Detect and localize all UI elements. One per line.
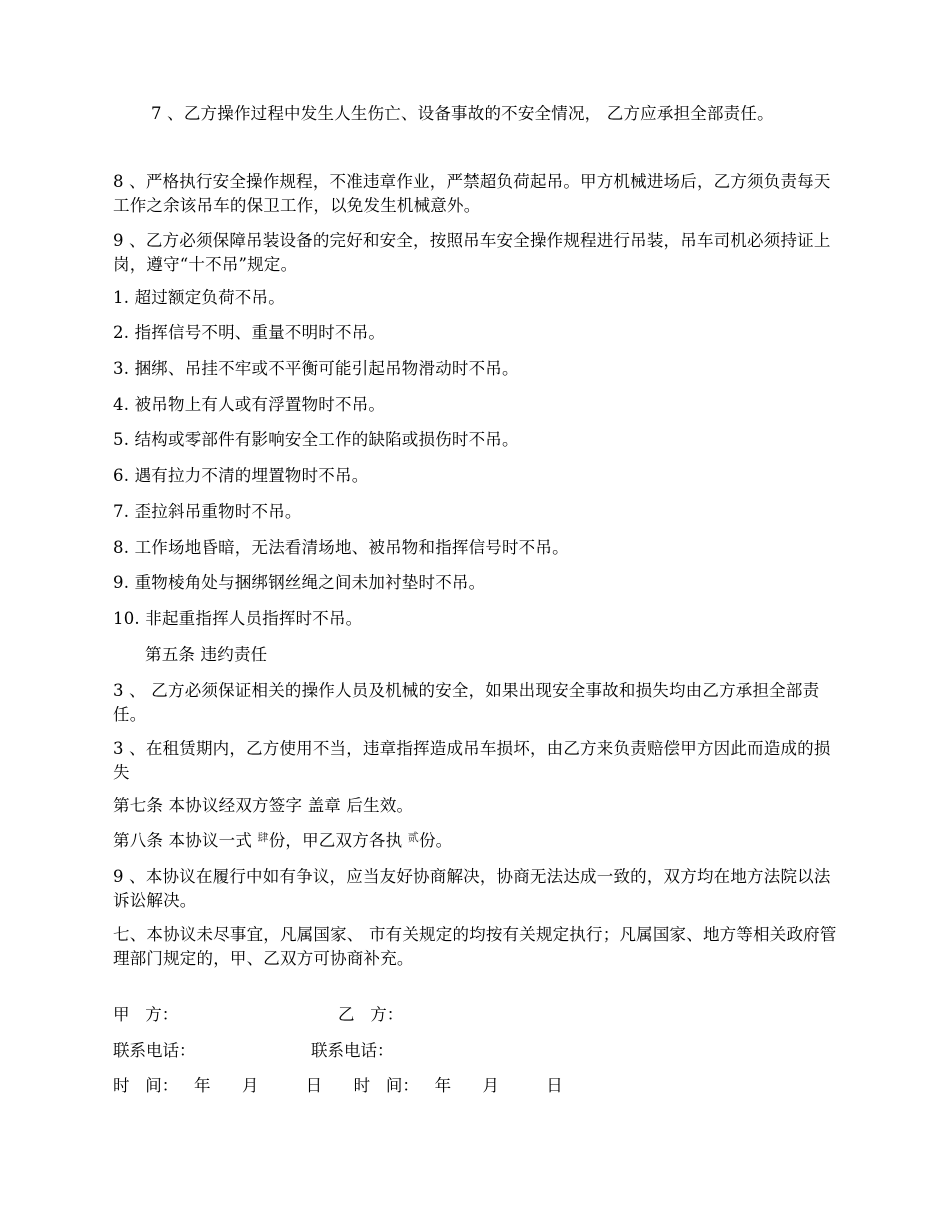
party-a-phone-label: 联系电话： xyxy=(113,1041,196,1060)
article-8-text-before: 第八条 本协议一式 xyxy=(113,831,258,850)
rule-8: 8. 工作场地昏暗，无法看清场地、被吊物和指挥信号时不吊。 xyxy=(113,538,569,557)
article-5-item-3a: 3 、 乙方必须保证相关的操作人员及机械的安全，如果出现安全事故和损失均由乙方承担全部责任。 xyxy=(113,681,820,724)
clause-7-paragraph: 7 、乙方操作过程中发生人生伤亡、设备事故的不安全情况， 乙方应承担全部责任。 xyxy=(151,104,774,123)
dispute-clause: 9 、本协议在履行中如有争议，应当友好协商解决，协商无法达成一致的，双方均在地方法院以法诉讼解决。 xyxy=(113,867,831,910)
party-b-label: 乙 方： xyxy=(338,1005,404,1024)
date-line: 时 间： 年 月 日 时 间： 年 月 日 xyxy=(113,1076,563,1095)
party-a-label: 甲 方： xyxy=(113,1005,179,1024)
article-8-text-after: 份。 xyxy=(418,831,453,850)
clause-9-paragraph: 9 、乙方必须保障吊装设备的完好和安全，按照吊车安全操作规程进行吊装，吊车司机必须持证上岗，遵守“十不吊”规定。 xyxy=(113,231,831,274)
rule-3: 3. 捆绑、吊挂不牢或不平衡可能引起吊物滑动时不吊。 xyxy=(113,359,519,378)
rule-6: 6. 遇有拉力不清的埋置物时不吊。 xyxy=(113,466,369,485)
rule-4: 4. 被吊物上有人或有浮置物时不吊。 xyxy=(113,395,386,414)
article-8 xyxy=(113,829,837,855)
rule-10: 10. 非起重指挥人员指挥时不吊。 xyxy=(113,609,363,628)
article-8-each-mark: 贰 xyxy=(407,831,419,844)
article-5-heading: 第五条 违约责任 xyxy=(145,645,268,664)
rule-9: 9. 重物棱角处与捆绑钢丝绳之间未加衬垫时不吊。 xyxy=(113,573,486,592)
rule-5: 5. 结构或零部件有影响安全工作的缺陷或损伤时不吊。 xyxy=(113,430,519,449)
article-8-copies-mark: 肆 xyxy=(257,831,269,844)
clause-8-paragraph: 8 、严格执行安全操作规程，不准违章作业，严禁超负荷起吊。甲方机械进场后，乙方须负责每天工作之余该吊车的保卫工作，以免发生机械意外。 xyxy=(113,172,831,215)
party-b-phone-label: 联系电话： xyxy=(311,1041,394,1060)
article-8-text-middle: 份，甲乙双方各执 xyxy=(268,831,408,850)
article-5-item-3b: 3 、在租赁期内，乙方使用不当，违章指挥造成吊车损坏，由乙方来负责赔偿甲方因此而造成的损失 xyxy=(113,739,831,782)
supplement-clause: 七、本协议未尽事宜，凡属国家、 市有关规定的均按有关规定执行；凡属国家、地方等相关政府管理部门规定的，甲、乙双方可协商补充。 xyxy=(113,925,837,968)
article-7: 第七条 本协议经双方签字 盖章 后生效。 xyxy=(113,796,414,815)
rule-7: 7. 歪拉斜吊重物时不吊。 xyxy=(113,502,302,521)
rule-2: 2. 指挥信号不明、重量不明时不吊。 xyxy=(113,323,386,342)
rule-1: 1. 超过额定负荷不吊。 xyxy=(113,288,285,307)
